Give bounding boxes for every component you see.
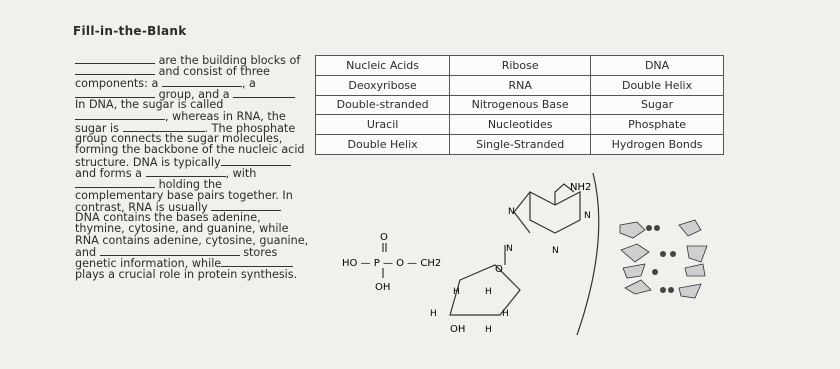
text-line: DNA contains the bases adenine, xyxy=(75,211,261,225)
fill-in-paragraph xyxy=(75,54,325,280)
n-label: N xyxy=(552,246,559,256)
h-label: H xyxy=(430,309,437,319)
word-bank-row xyxy=(316,135,724,155)
text-line: plays a crucial role in protein synthesis. xyxy=(75,267,298,281)
word-bank-row xyxy=(316,115,724,135)
text-line: group, and a xyxy=(158,87,230,101)
blank-6[interactable] xyxy=(75,110,165,120)
blank-3[interactable] xyxy=(162,77,242,87)
word-bank-cell: Uracil xyxy=(316,115,450,135)
word-bank-cell: Phosphate xyxy=(591,115,724,135)
text-line: are the building blocks of xyxy=(158,54,301,67)
text-line: contrast, RNA is usually xyxy=(75,200,208,214)
dna-helix-illustration xyxy=(575,170,725,340)
text-line: , with xyxy=(225,166,257,180)
text-line: and xyxy=(75,246,97,260)
blank-10[interactable] xyxy=(75,178,155,188)
page-title: Fill-in-the-Blank xyxy=(73,24,187,38)
blank-1[interactable] xyxy=(75,54,155,64)
text-line: holding the xyxy=(158,178,222,192)
text-line: components: a xyxy=(75,76,159,90)
blank-9[interactable] xyxy=(146,167,226,177)
text-line: forming the backbone of the nucleic acid xyxy=(75,143,305,157)
text-line: , whereas in RNA, the xyxy=(165,110,286,124)
blank-8[interactable] xyxy=(221,156,291,166)
word-bank-cell: Deoxyribose xyxy=(316,75,450,95)
word-bank-cell: Double-stranded xyxy=(316,95,450,115)
word-bank-cell: Nucleic Acids xyxy=(316,56,450,76)
dna-helix-svg xyxy=(575,170,725,340)
word-bank-cell: DNA xyxy=(591,56,724,76)
word-bank-row xyxy=(316,95,724,115)
word-bank-table xyxy=(315,55,724,155)
ring-oxygen-label: O xyxy=(495,264,503,275)
text-line: complementary base pairs together. In xyxy=(75,188,293,202)
text-line: structure. DNA is typically xyxy=(75,155,221,169)
blank-4[interactable] xyxy=(75,88,155,98)
n-label: N xyxy=(506,244,513,254)
word-bank-cell: Hydrogen Bonds xyxy=(591,135,724,155)
word-bank-cell: Double Helix xyxy=(591,75,724,95)
word-bank-cell: Sugar xyxy=(591,95,724,115)
nh2-label: NH2 xyxy=(570,182,592,193)
word-bank-cell: Nitrogenous Base xyxy=(450,95,591,115)
n-label: N xyxy=(508,207,515,217)
text-line: stores xyxy=(243,246,278,260)
n-label: N xyxy=(584,211,591,221)
phosphate-label: HO — P — O — CH2 xyxy=(342,258,442,269)
h-label: H xyxy=(485,325,492,335)
blank-12[interactable] xyxy=(100,246,240,256)
text-line: sugar is xyxy=(75,121,119,135)
text-line: . The phosphate xyxy=(204,121,296,135)
h-label: H xyxy=(502,309,509,319)
text-line: genetic information, while xyxy=(75,257,222,271)
blank-13[interactable] xyxy=(221,257,293,267)
text-line: and forms a xyxy=(75,166,142,180)
h-label: H xyxy=(485,287,492,297)
blank-7[interactable] xyxy=(123,122,205,132)
word-bank-row xyxy=(316,75,724,95)
hydroxyl-label: OH xyxy=(450,324,466,335)
word-bank-cell: Nucleotides xyxy=(450,115,591,135)
blank-5[interactable] xyxy=(233,88,295,98)
blank-11[interactable] xyxy=(211,201,281,211)
word-bank-row xyxy=(316,56,724,76)
h-label: H xyxy=(453,287,460,297)
word-bank-cell: Single-Stranded xyxy=(450,135,591,155)
word-bank-cell: Double Helix xyxy=(316,135,450,155)
oxygen-label: O xyxy=(380,232,388,243)
text-line: group connects the sugar molecules, xyxy=(75,132,283,146)
text-line: and consist of three xyxy=(158,65,270,79)
hydroxyl-label: OH xyxy=(375,282,391,293)
text-line: In DNA, the sugar is called xyxy=(75,98,224,112)
text-line: RNA contains adenine, cytosine, guanine, xyxy=(75,233,309,247)
word-bank-cell: RNA xyxy=(450,75,591,95)
word-bank-cell: Ribose xyxy=(450,56,591,76)
blank-2[interactable] xyxy=(75,65,155,75)
text-line: thymine, cytosine, and guanine, while xyxy=(75,222,289,236)
text-line: , a xyxy=(241,76,256,90)
